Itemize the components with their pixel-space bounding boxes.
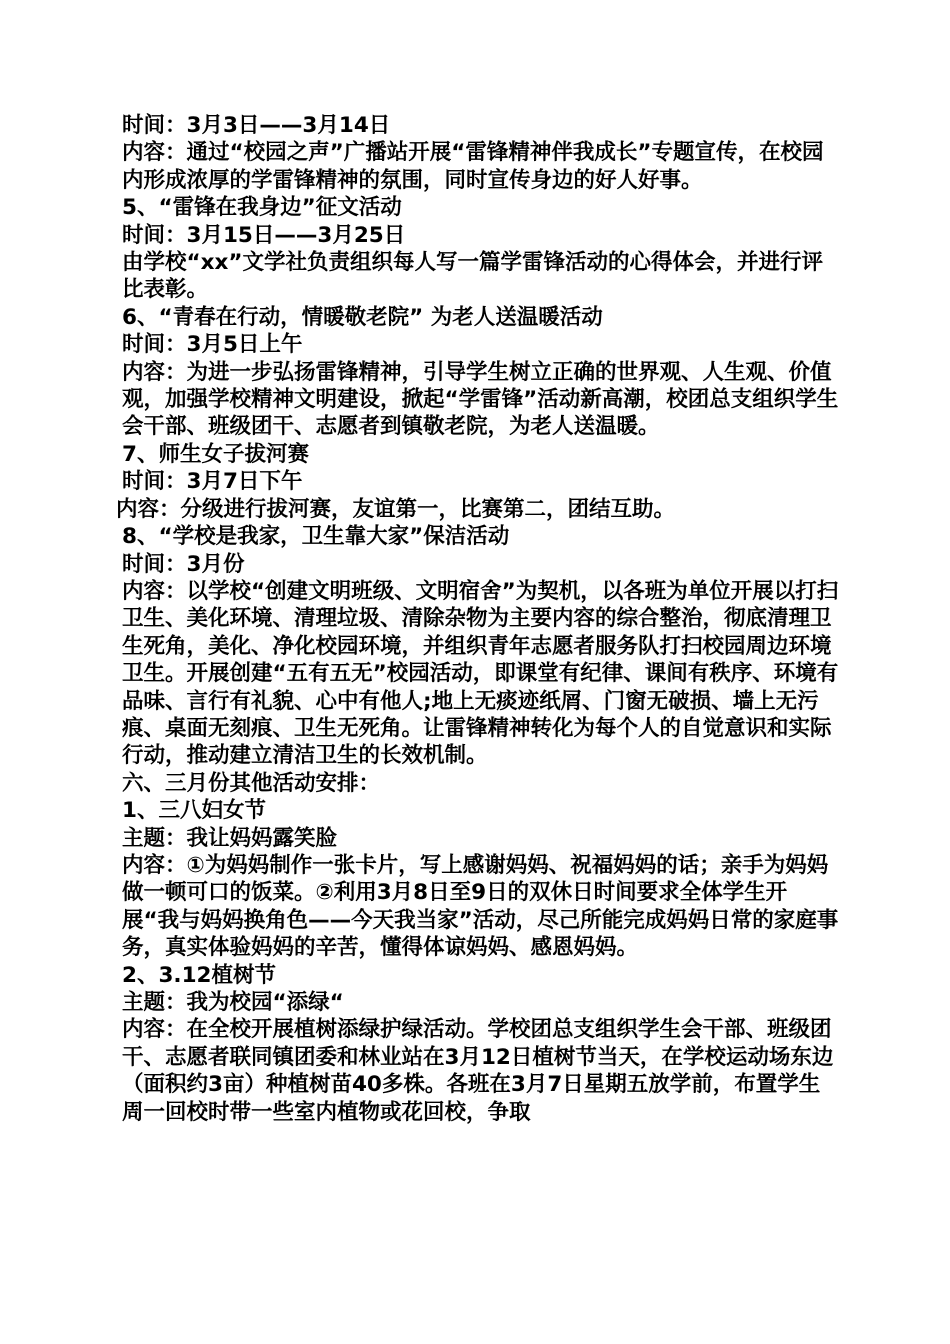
time-line: 时间：3月7日下午	[122, 469, 303, 495]
activity-heading: 1、三八妇女节	[122, 798, 266, 824]
activity-heading: 2、3.12植树节	[122, 962, 277, 988]
content-paragraph: 内容：通过“校园之声”广播站开展“雷锋精神伴我成长”专题宣传，在校园内形成浓厚的学雷锋精神的氛围，同时宣传身边的好人好事。	[122, 140, 824, 193]
theme-line: 主题：我让妈妈露笑脸	[122, 825, 338, 851]
content-paragraph: 由学校“xx”文学社负责组织每人写一篇学雷锋活动的心得体会，并进行评比表彰。	[122, 250, 823, 303]
content-paragraph: 内容：以学校“创建文明班级、文明宿舍”为契机，以各班为单位开展以打扫卫生、美化环境、清理垃圾、清除杂物为主要内容的综合整治，彻底清理卫生死角，美化、净化校园环境，并组织青年志愿者服务队打扫校园周边环境卫生。开展创建“五有五无”校园活动，即课堂有纪律、课间有秩序、环境有品味、言行有礼貌、心中有他人;地上无痰迹纸屑、门窗无破损、墙上无污痕、桌面无刻痕、卫生无死角。让雷锋精神转化为每个人的自觉意识和实际行动，推动建立清洁卫生的长效机制。	[122, 578, 839, 769]
activity-heading: 8、“学校是我家，卫生靠大家”保洁活动	[122, 524, 510, 550]
content-paragraph: 内容：①为妈妈制作一张卡片，写上感谢妈妈、祝福妈妈的话；亲手为妈妈做一顿可口的饭菜。②利用3月8日至9日的双休日时间要求全体学生开展“我与妈妈换角色——今天我当家”活动，尽己所能完成妈妈日常的家庭事务，真实体验妈妈的辛苦，懂得体谅妈妈、感恩妈妈。	[122, 852, 839, 961]
activity-heading: 6、“青春在行动，情暖敬老院” 为老人送温暖活动	[122, 304, 603, 330]
activity-heading: 5、“雷锋在我身边”征文活动	[122, 195, 402, 221]
time-line: 时间：3月5日上午	[122, 332, 303, 358]
theme-line: 主题：我为校园“添绿“	[122, 990, 344, 1015]
content-paragraph: 内容：在全校开展植树添绿护绿活动。学校团总支组织学生会干部、班级团干、志愿者联同镇团委和林业站在3月12日植树节当天，在学校运动场东边（面积约3亩）种植树苗40多株。各班在3月7日星期五放学前，布置学生周一回校时带一些室内植物或花回校，争取	[122, 1017, 834, 1125]
content-paragraph: 内容：分级进行拔河赛，友谊第一，比赛第二，团结互助。	[116, 496, 676, 522]
section-heading: 六、三月份其他活动安排：	[122, 770, 381, 796]
time-line: 时间：3月15日——3月25日	[122, 222, 406, 248]
content-paragraph: 内容：为进一步弘扬雷锋精神，引导学生树立正确的世界观、人生观、价值观，加强学校精神文明建设，掀起“学雷锋”活动新高潮，校团总支组织学生会干部、班级团干、志愿者到镇敬老院，为老人送温暖。	[122, 359, 839, 440]
time-line: 时间：3月3日——3月14日	[122, 113, 391, 138]
activity-heading: 7、师生女子拔河赛	[122, 441, 309, 467]
time-line: 时间：3月份	[122, 551, 245, 577]
